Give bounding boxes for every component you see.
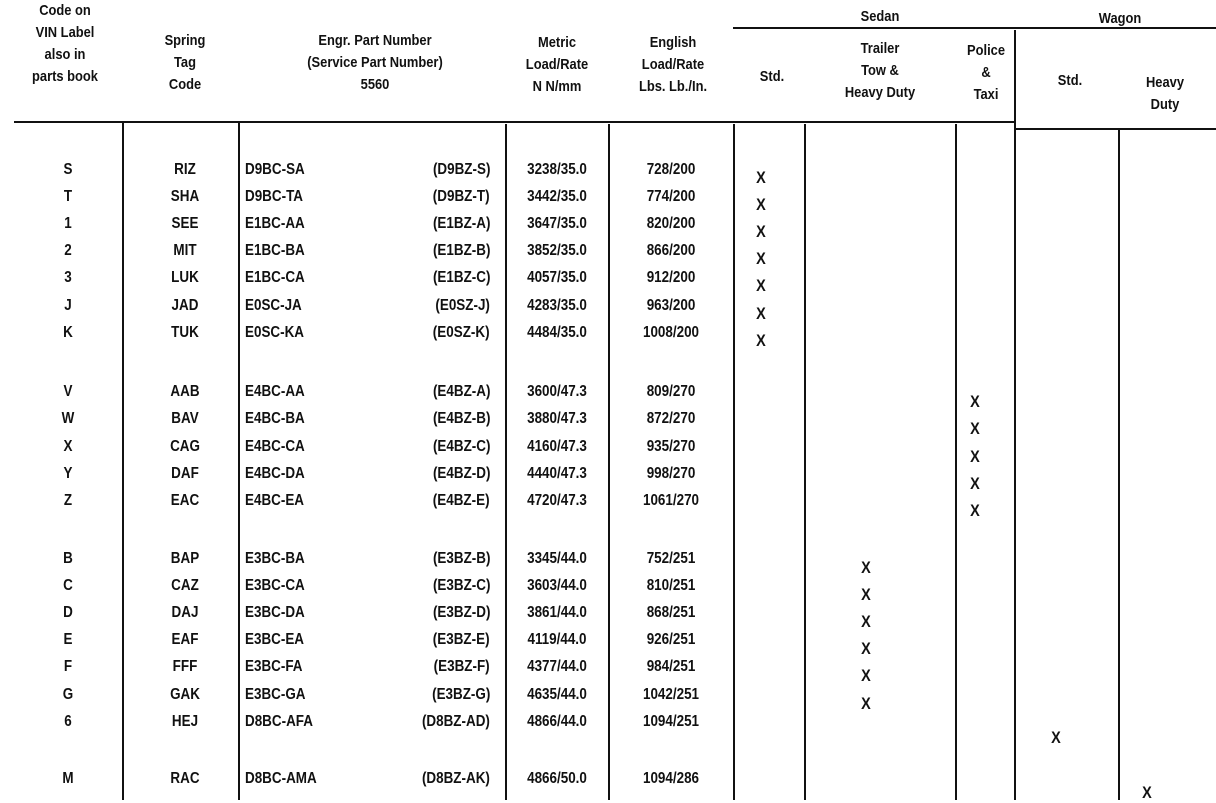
header-code: [18, 0, 113, 88]
application-mark: X: [861, 666, 871, 685]
metric-load-rate: 3345/44.0: [527, 550, 587, 567]
engr-part-number: E0SC-JA: [245, 297, 302, 314]
header-metric-line: Metric: [537, 34, 577, 51]
service-part-number: (E1BZ-C): [432, 269, 490, 286]
service-part-number: (E0SZ-K): [433, 324, 490, 341]
spring-tag-code: FFF: [172, 658, 198, 675]
engr-part-number: E1BC-AA: [245, 215, 305, 232]
english-load-rate: 820/200: [646, 215, 696, 232]
service-part-number: (E4BZ-D): [432, 465, 490, 482]
vin-code: D: [63, 604, 73, 621]
vin-code: S: [63, 161, 73, 178]
metric-load-rate: 4283/35.0: [527, 297, 587, 314]
spring-tag-code: SHA: [170, 188, 200, 205]
rule-sedan-wagon: [733, 27, 1216, 29]
english-load-rate: 752/251: [646, 550, 696, 567]
col-divider: [1014, 30, 1016, 800]
vin-code: 1: [64, 215, 72, 232]
spring-tag-code: GAK: [170, 686, 200, 703]
header-english-line: Load/Rate: [641, 56, 705, 73]
vin-code: J: [64, 297, 72, 314]
metric-load-rate: 4866/44.0: [527, 713, 587, 730]
engr-part-number: E3BC-EA: [245, 631, 304, 648]
vin-code: B: [63, 550, 73, 567]
service-part-number: (D9BZ-T): [433, 188, 490, 205]
vin-code: 3: [64, 269, 72, 286]
engr-part-number: E4BC-CA: [245, 438, 305, 455]
engr-part-number: E1BC-BA: [245, 242, 305, 259]
spring-tag-code: EAC: [170, 492, 200, 509]
spring-tag-code: DAJ: [171, 604, 199, 621]
header-police-line: Police: [966, 42, 1006, 59]
application-mark: X: [861, 639, 871, 658]
metric-load-rate: 3647/35.0: [527, 215, 587, 232]
header-trailer-line: Tow &: [861, 62, 899, 79]
metric-load-rate: 3600/47.3: [527, 383, 587, 400]
header-trailer-line: Trailer: [860, 40, 900, 57]
service-part-number: (E3BZ-D): [432, 604, 490, 621]
header-code-line: VIN Label: [35, 24, 95, 41]
header-tag-line: Code: [168, 76, 202, 93]
service-part-number: (E4BZ-E): [433, 492, 490, 509]
header-code-line: Code on: [39, 2, 91, 19]
engr-part-number: E3BC-CA: [245, 577, 305, 594]
header-tag: [146, 30, 223, 96]
spring-tag-code: SEE: [171, 215, 199, 232]
application-mark: X: [756, 304, 766, 323]
application-mark: X: [1142, 783, 1152, 802]
engr-part-number: E4BC-DA: [245, 465, 305, 482]
spring-tag-code: CAG: [170, 438, 200, 455]
application-mark: X: [970, 474, 980, 493]
header-engr-line: (Service Part Number): [307, 54, 443, 71]
service-part-number: (D9BZ-S): [432, 161, 490, 178]
header-police-line: &: [981, 64, 991, 81]
vin-code: Z: [63, 492, 73, 509]
vin-code: M: [62, 770, 74, 787]
col-divider: [608, 124, 610, 800]
header-sedan-trailer: [828, 38, 931, 104]
application-mark: X: [861, 694, 871, 713]
header-code-line: parts book: [32, 68, 98, 85]
application-mark: X: [970, 501, 980, 520]
header-wagon-std: [1036, 70, 1105, 92]
spring-tag-code: DAF: [171, 465, 199, 482]
metric-load-rate: 3238/35.0: [527, 161, 587, 178]
vin-code: V: [63, 383, 73, 400]
header-heavy-line: Heavy: [1145, 74, 1185, 91]
header-sedan-label: Sedan: [860, 8, 900, 25]
spring-tag-code: LUK: [171, 269, 199, 286]
header-tag-line: Spring: [164, 32, 206, 49]
english-load-rate: 963/200: [646, 297, 696, 314]
service-part-number: (E3BZ-B): [432, 550, 490, 567]
col-divider: [505, 124, 507, 800]
metric-load-rate: 4484/35.0: [527, 324, 587, 341]
engr-part-number: E0SC-KA: [245, 324, 304, 341]
english-load-rate: 1061/270: [642, 492, 700, 509]
english-load-rate: 868/251: [646, 604, 696, 621]
header-english-line: English: [649, 34, 697, 51]
header-wagon-label: Wagon: [1098, 10, 1142, 27]
header-sedan-std-label: Std.: [759, 68, 785, 85]
col-divider: [1118, 130, 1120, 800]
spring-tag-code: JAD: [171, 297, 199, 314]
spring-tag-code: MIT: [173, 242, 197, 259]
spring-tag-code: AAB: [170, 383, 200, 400]
service-part-number: (E4BZ-A): [432, 383, 490, 400]
english-load-rate: 810/251: [646, 577, 696, 594]
spring-tag-code: TUK: [171, 324, 199, 341]
english-load-rate: 809/270: [646, 383, 696, 400]
english-load-rate: 926/251: [646, 631, 696, 648]
english-load-rate: 912/200: [646, 269, 696, 286]
service-part-number: (E3BZ-E): [433, 631, 490, 648]
service-part-number: (E3BZ-G): [431, 686, 490, 703]
header-metric-line: Load/Rate: [525, 56, 589, 73]
header-metric: [514, 32, 600, 98]
col-divider: [955, 124, 957, 800]
vin-code: C: [63, 577, 73, 594]
vin-code: W: [61, 410, 75, 427]
vin-code: 6: [64, 713, 72, 730]
vin-code: X: [63, 438, 73, 455]
metric-load-rate: 4635/44.0: [527, 686, 587, 703]
metric-load-rate: 3852/35.0: [527, 242, 587, 259]
engr-part-number: E3BC-DA: [245, 604, 305, 621]
engr-part-number: E3BC-BA: [245, 550, 305, 567]
header-english-line: Lbs. Lb./In.: [638, 78, 708, 95]
application-mark: X: [970, 447, 980, 466]
application-mark: X: [861, 585, 871, 604]
engr-part-number: D9BC-TA: [245, 188, 303, 205]
engr-part-number: D9BC-SA: [245, 161, 305, 178]
english-load-rate: 866/200: [646, 242, 696, 259]
header-sedan: [828, 6, 931, 28]
engr-part-number: D8BC-AFA: [245, 713, 313, 730]
col-divider: [122, 122, 124, 800]
application-mark: X: [756, 195, 766, 214]
header-engr-line: Engr. Part Number: [318, 32, 432, 49]
service-part-number: (D8BZ-AD): [422, 713, 490, 730]
engr-part-number: E1BC-CA: [245, 269, 305, 286]
vin-code: G: [62, 686, 74, 703]
engr-part-number: E3BC-GA: [245, 686, 306, 703]
header-sedan-std: [744, 66, 799, 88]
engr-part-number: E4BC-EA: [245, 492, 304, 509]
header-wagon-heavy: [1131, 72, 1200, 116]
english-load-rate: 1042/251: [642, 686, 700, 703]
application-mark: X: [756, 276, 766, 295]
english-load-rate: 774/200: [646, 188, 696, 205]
metric-load-rate: 4119/44.0: [527, 631, 587, 648]
metric-load-rate: 3861/44.0: [527, 604, 587, 621]
application-mark: X: [861, 612, 871, 631]
col-divider: [804, 124, 806, 800]
header-wagon-std-label: Std.: [1057, 72, 1083, 89]
header-engr: [280, 30, 469, 96]
application-mark: X: [861, 558, 871, 577]
header-english: [626, 32, 721, 98]
vin-code: Y: [63, 465, 73, 482]
service-part-number: (E1BZ-B): [432, 242, 490, 259]
header-code-line: also in: [44, 46, 86, 63]
service-part-number: (E4BZ-B): [432, 410, 490, 427]
application-mark: X: [756, 222, 766, 241]
metric-load-rate: 3442/35.0: [527, 188, 587, 205]
english-load-rate: 1094/286: [642, 770, 700, 787]
application-mark: X: [756, 168, 766, 187]
spring-tag-code: EAF: [171, 631, 199, 648]
header-engr-line: 5560: [360, 76, 390, 93]
english-load-rate: 998/270: [646, 465, 696, 482]
vin-code: F: [63, 658, 73, 675]
application-mark: X: [970, 392, 980, 411]
english-load-rate: 935/270: [646, 438, 696, 455]
metric-load-rate: 4866/50.0: [527, 770, 587, 787]
header-sedan-police: [960, 40, 1012, 106]
application-mark: X: [970, 419, 980, 438]
english-load-rate: 728/200: [646, 161, 696, 178]
header-trailer-line: Heavy Duty: [844, 84, 916, 101]
english-load-rate: 1008/200: [642, 324, 700, 341]
metric-load-rate: 4377/44.0: [527, 658, 587, 675]
vin-code: K: [63, 324, 73, 341]
spring-tag-code: RAC: [170, 770, 200, 787]
rule-header-bottom-right: [1014, 128, 1216, 130]
header-heavy-line: Duty: [1150, 96, 1180, 113]
service-part-number: (E4BZ-C): [432, 438, 490, 455]
header-metric-line: N N/mm: [532, 78, 582, 95]
col-divider: [733, 124, 735, 800]
spring-tag-code: CAZ: [171, 577, 199, 594]
service-part-number: (E0SZ-J): [435, 297, 490, 314]
service-part-number: (D8BZ-AK): [422, 770, 490, 787]
metric-load-rate: 4720/47.3: [527, 492, 587, 509]
metric-load-rate: 4057/35.0: [527, 269, 587, 286]
service-part-number: (E1BZ-A): [432, 215, 490, 232]
application-mark: X: [1051, 728, 1061, 747]
metric-load-rate: 3880/47.3: [527, 410, 587, 427]
english-load-rate: 1094/251: [642, 713, 700, 730]
engr-part-number: D8BC-AMA: [245, 770, 317, 787]
english-load-rate: 984/251: [646, 658, 696, 675]
vin-code: T: [63, 188, 73, 205]
service-part-number: (E3BZ-C): [432, 577, 490, 594]
engr-part-number: E4BC-BA: [245, 410, 305, 427]
metric-load-rate: 4440/47.3: [527, 465, 587, 482]
header-tag-line: Tag: [174, 54, 196, 71]
engr-part-number: E3BC-FA: [245, 658, 303, 675]
vin-code: E: [63, 631, 73, 648]
vin-code: 2: [64, 242, 72, 259]
application-mark: X: [756, 331, 766, 350]
spring-tag-code: BAV: [171, 410, 199, 427]
spring-tag-code: BAP: [170, 550, 200, 567]
metric-load-rate: 4160/47.3: [527, 438, 587, 455]
english-load-rate: 872/270: [646, 410, 696, 427]
engr-part-number: E4BC-AA: [245, 383, 305, 400]
application-mark: X: [756, 249, 766, 268]
header-police-line: Taxi: [973, 86, 999, 103]
metric-load-rate: 3603/44.0: [527, 577, 587, 594]
spring-tag-code: HEJ: [171, 713, 199, 730]
col-divider: [238, 122, 240, 800]
rule-header-bottom: [14, 121, 1014, 123]
service-part-number: (E3BZ-F): [434, 658, 490, 675]
spring-tag-code: RIZ: [174, 161, 196, 178]
